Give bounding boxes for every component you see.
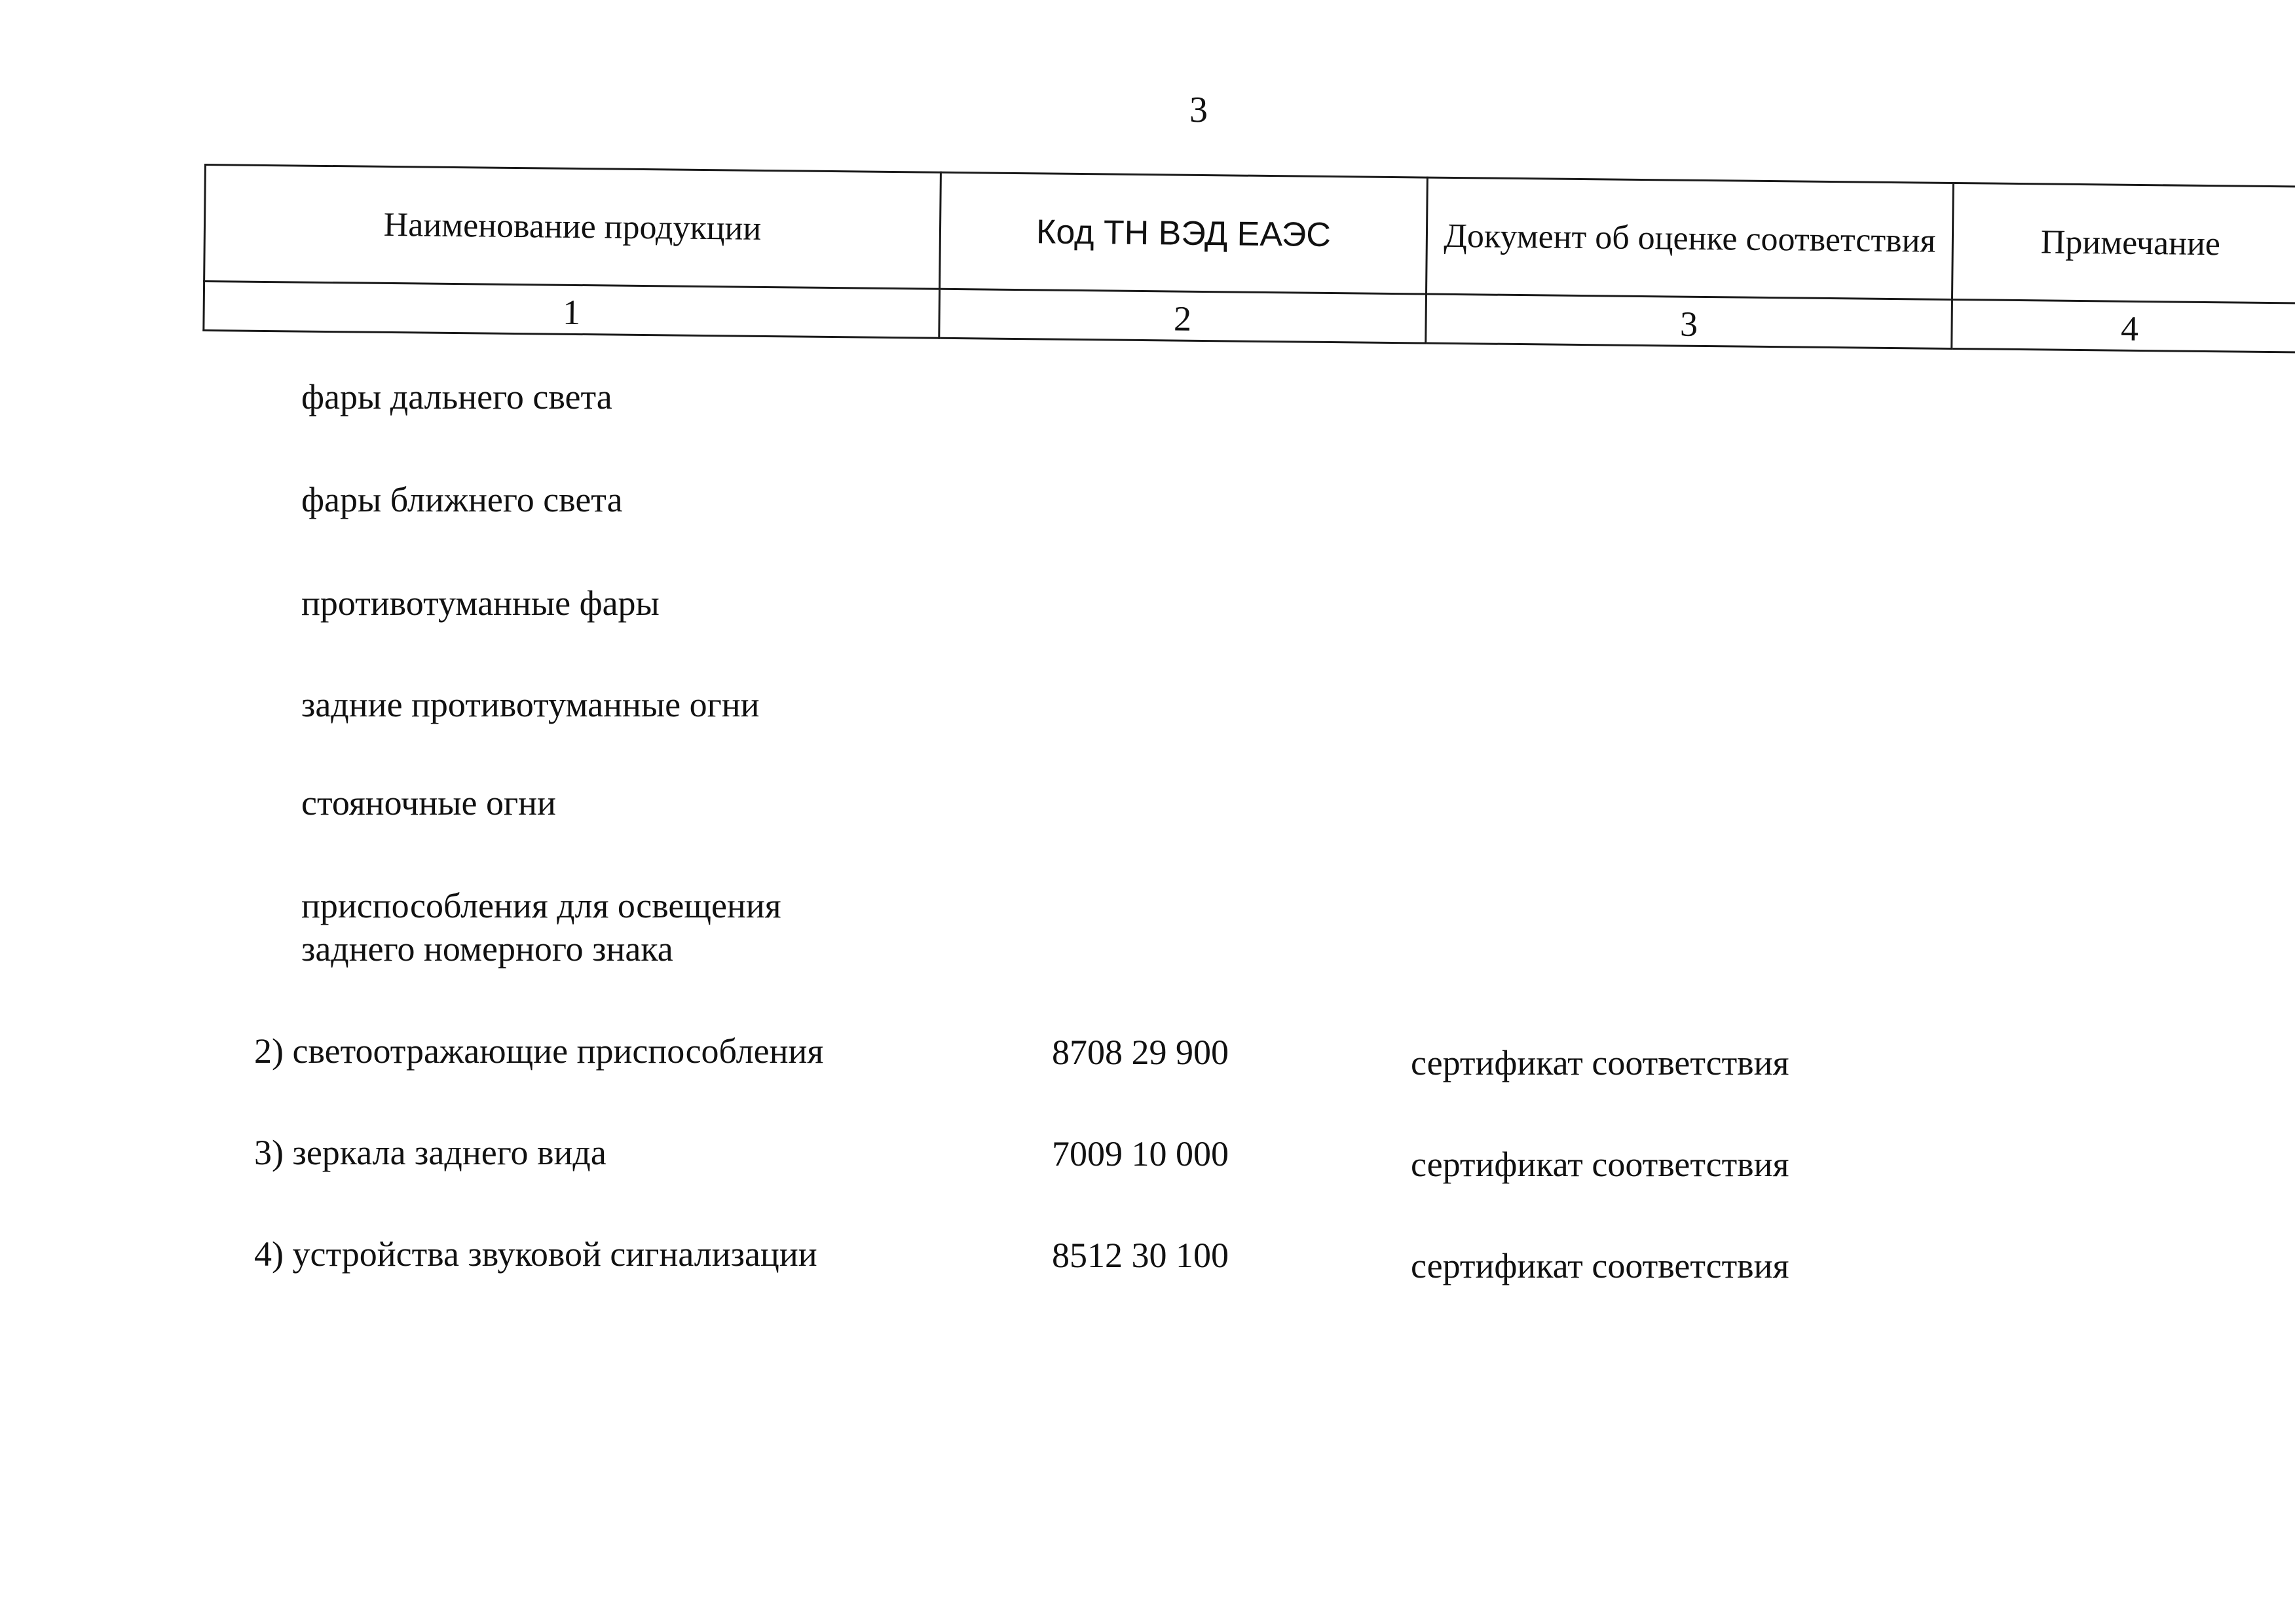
item-document: сертификат соответствия [1411,1043,1789,1082]
sub-item-plate-lighting-line1: приспособления для освещения [301,886,781,925]
sub-item-low-beam: фары ближнего света [301,480,623,519]
header-row [204,165,2295,304]
sub-item-fog-lamps: противотуманные фары [301,583,660,623]
column-number-3: 3 [1426,294,1952,348]
sub-item-rear-fog-lights: задние противотуманные огни [301,685,760,724]
item-code: 8512 30 100 [1052,1236,1229,1275]
column-number-4: 4 [1952,299,2295,352]
sub-item-parking-lights: стояночные огни [301,783,556,822]
item-name: 4) устройства звуковой сигнализации [254,1234,817,1274]
item-document: сертификат соответствия [1411,1246,1789,1285]
item-code: 8708 29 900 [1052,1033,1229,1072]
sub-item-high-beam: фары дальнего света [301,377,612,416]
header-tn-ved-code: Код ТН ВЭД ЕАЭС [940,172,1428,294]
list-item [0,1232,2295,1285]
list-item [0,1029,2295,1082]
header-note: Примечание [1952,183,2295,303]
item-name: 3) зеркала заднего вида [254,1133,606,1172]
sub-item-plate-lighting-line2: заднего номерного знака [301,929,673,969]
products-table-header [202,164,2295,354]
header-conformity-document: Документ об оценке соответствия [1427,177,1954,299]
item-document: сертификат соответствия [1411,1145,1789,1184]
header-product-name: Наименование продукции [204,165,941,289]
item-code: 7009 10 000 [1052,1134,1229,1173]
column-number-2: 2 [939,289,1427,343]
list-item [0,1131,2295,1183]
item-name: 2) светоотражающие приспособления [254,1031,824,1071]
column-number-1: 1 [204,282,940,339]
page-number: 3 [1189,90,1208,130]
